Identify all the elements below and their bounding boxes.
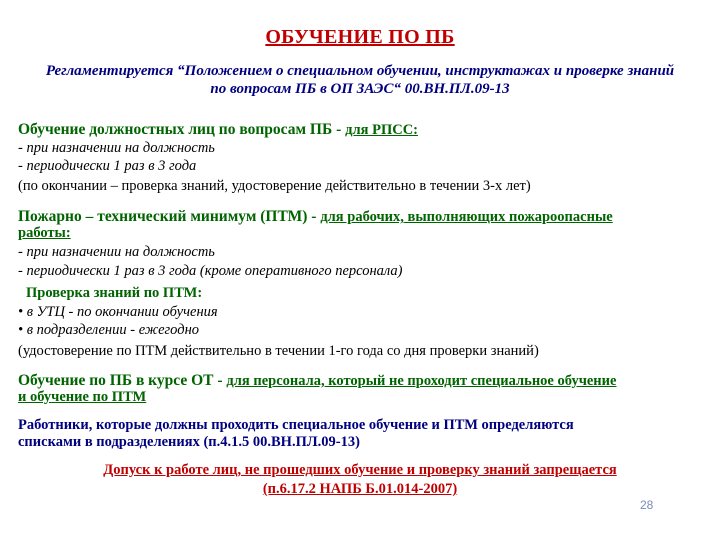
page-title: ОБУЧЕНИЕ ПО ПБ [265,26,455,48]
intro-text [20,62,700,98]
section3-heading-target-2: и обучение по ПТМ [18,389,147,405]
warning-text-2: (п.6.17.2 НАПБ Б.01.014-2007) [262,481,458,497]
section1-note: (по окончании – проверка знаний, удостоверение действительно в течении 3-х лет) [18,178,531,194]
section2-check-heading-text: Проверка знаний по ПТМ: [26,285,203,301]
warning-line-2 [0,481,720,498]
section4-line-2: списками в подразделениях (п.4.1.5 00.ВН.ПЛ.09-13) [18,434,360,450]
section1-heading-text: Обучение должностных лиц по вопросам ПБ - [18,121,346,138]
intro-line-2: по вопросам ПБ в ОП ЗАЭС“ 00.ВН.ПЛ.09-13 [210,81,510,97]
section2-heading-text: Пожарно – технический минимум (ПТМ) - [18,208,321,225]
section3-heading-text: Обучение по ПБ в курсе ОТ - [18,372,227,389]
section2-check-item-2: • в подразделении - ежегодно [18,322,200,338]
section1-item-1: - при назначении на должность [18,140,215,156]
section2-heading-line-2 [18,225,708,242]
section3-heading-target: для персонала, который не проходит специальное обучение [226,373,617,389]
section1-item-2: - периодически 1 раз в 3 года [18,158,197,174]
section2-item-2: - периодически 1 раз в 3 года (кроме оперативного персонала) [18,263,403,279]
warning-line-1 [0,462,720,479]
intro-line-1: Регламентируется “Положением о специальном обучении, инструктажах и проверке знаний [45,63,675,79]
section2-heading [18,208,708,226]
section4-line-1: Работники, которые должны проходить специальное обучение и ПТМ определяются [18,417,574,433]
section2-check-item-1: • в УТЦ - по окончании обучения [18,304,218,320]
section3-heading-line-2 [18,389,708,406]
section2-item-1: - при назначении на должность [18,244,215,260]
section1-heading [18,121,708,139]
section1-heading-target: для РПСС: [345,122,418,138]
warning-text-1: Допуск к работе лиц, не прошедших обучение и проверку знаний запрещается [103,462,617,478]
section2-check-heading [26,285,716,302]
page-number: 28 [640,498,654,512]
section2-heading-target: для рабочих, выполняющих пожароопасные [320,209,613,225]
section2-heading-target-2: работы: [18,225,71,241]
section3-heading [18,372,708,390]
section2-note: (удостоверение по ПТМ действительно в течении 1-го года со дня проверки знаний) [18,343,539,359]
